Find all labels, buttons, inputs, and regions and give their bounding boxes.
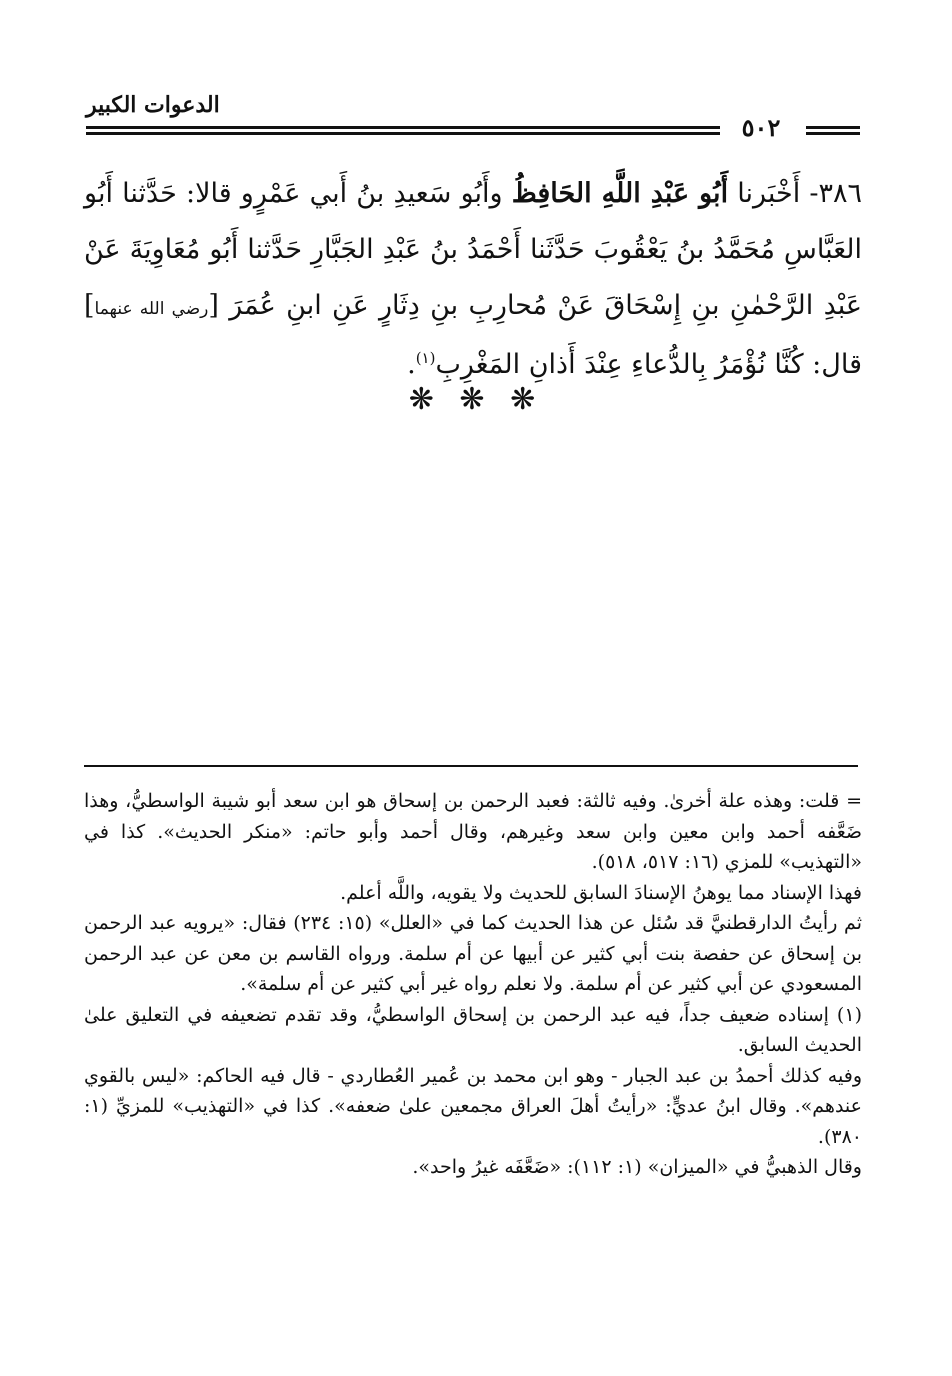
- footnote-paragraph: فهذا الإسناد مما يوهنُ الإسنادَ السابق للحديث ولا يقويه، واللَّه أعلم.: [340, 881, 862, 904]
- footnote-paragraph: (١) إسناده ضعيف جداً، فيه عبد الرحمن بن إسحاق الواسطيُّ، وقد تقدم تضعيفه في التعليق علىٰ الحديث السابق.: [84, 1003, 862, 1056]
- footnote-1: [84, 1000, 862, 1183]
- hadith-part-2: وأَبُو سَعيدِ بنُ أَبي عَمْرٍو قالا: حَدَّثنا أَبُو العَبَّاسِ مُحَمَّدُ بنُ يَعْقُوبَ حَدَّثَنا أَحْمَدُ بنُ عَبْدِ الجَبَّارِ حَدَّثنا أَبُو مُعَاوِيَةَ عَنْ عَبْدِ الرَّحْمٰنِ بنِ إِسْحَاقَ عَنْ مُحارِبِ بنِ دِثَارٍ عَنِ ابنِ عُمَرَ [: [84, 178, 862, 321]
- hadith-part-3: ] قال: كُنَّا نُؤْمَرُ بِالدُّعاءِ عِنْدَ أَذانِ المَغْرِبِ: [84, 290, 862, 380]
- page-number: ٥٠٢: [720, 113, 802, 142]
- hadith-part-1: أَخْبَرنا: [728, 178, 810, 209]
- salutation-glyph: رضي الله عنهما: [94, 299, 209, 319]
- hadith-number: ٣٨٦-: [809, 178, 862, 209]
- header-rule-right: [806, 126, 860, 135]
- footnote-paragraph: = قلت: وهذه علة أخرىٰ. وفيه ثالثة: فعبد الرحمن بن إسحاق هو ابن سعد أبو شيبة الواسطيُّ، وهذا ضَعَّفه أحمد وابن معين وابن سعد وغيرهم، وقال أحمد وأبو حاتم: «منكر الحديث». كذا في «التهذيب» للمزي (١٦: ٥١٧، ٥١٨).: [84, 790, 862, 873]
- footnote-continued: [84, 786, 862, 1000]
- section-separator: ❋ ❋ ❋: [408, 382, 544, 417]
- footnote-paragraph: وفيه كذلك أحمدُ بن عبد الجبار - وهو ابن محمد بن عُمير العُطاردي - قال فيه الحاكم: «ليس بالقوي عندهم». وقال ابنُ عديٍّ: «رأيتُ أهلَ العراق مجمعين علىٰ ضعفه». كذا في «التهذيب» للمزيِّ (١: ٣٨٠).: [84, 1064, 862, 1148]
- hadith-text: [84, 166, 862, 393]
- footnote-rule: [84, 765, 858, 767]
- header-rule: [86, 126, 776, 135]
- footnote-paragraph: ثم رأيتُ الدارقطنيَّ قد سُئل عن هذا الحديث كما في «العلل» (١٥: ٢٣٤) فقال: «يرويه عبد الرحمن بن إسحاق عن حفصة بنت أبي كثير عن أبيها عن أم سلمة. ورواه القاسم بن معن عن عبد الرحمن المسعودي عن أبي كثير عن أم سلمة. ولا نعلم رواه غير أبي كثير عن أم سلمة».: [84, 912, 862, 995]
- hadith-end: .: [407, 349, 416, 380]
- footnotes: [84, 786, 862, 1183]
- footnote-paragraph: وقال الذهبيُّ في «الميزان» (١: ١١٢): «ضَعَّفَه غيرُ واحد».: [412, 1156, 862, 1178]
- running-title: الدعوات الكبير: [86, 92, 220, 118]
- hadith-narrator-bold: أَبُو عَبْدِ اللَّهِ الحَافِظُ: [511, 178, 729, 209]
- footnote-reference: (١): [415, 349, 436, 367]
